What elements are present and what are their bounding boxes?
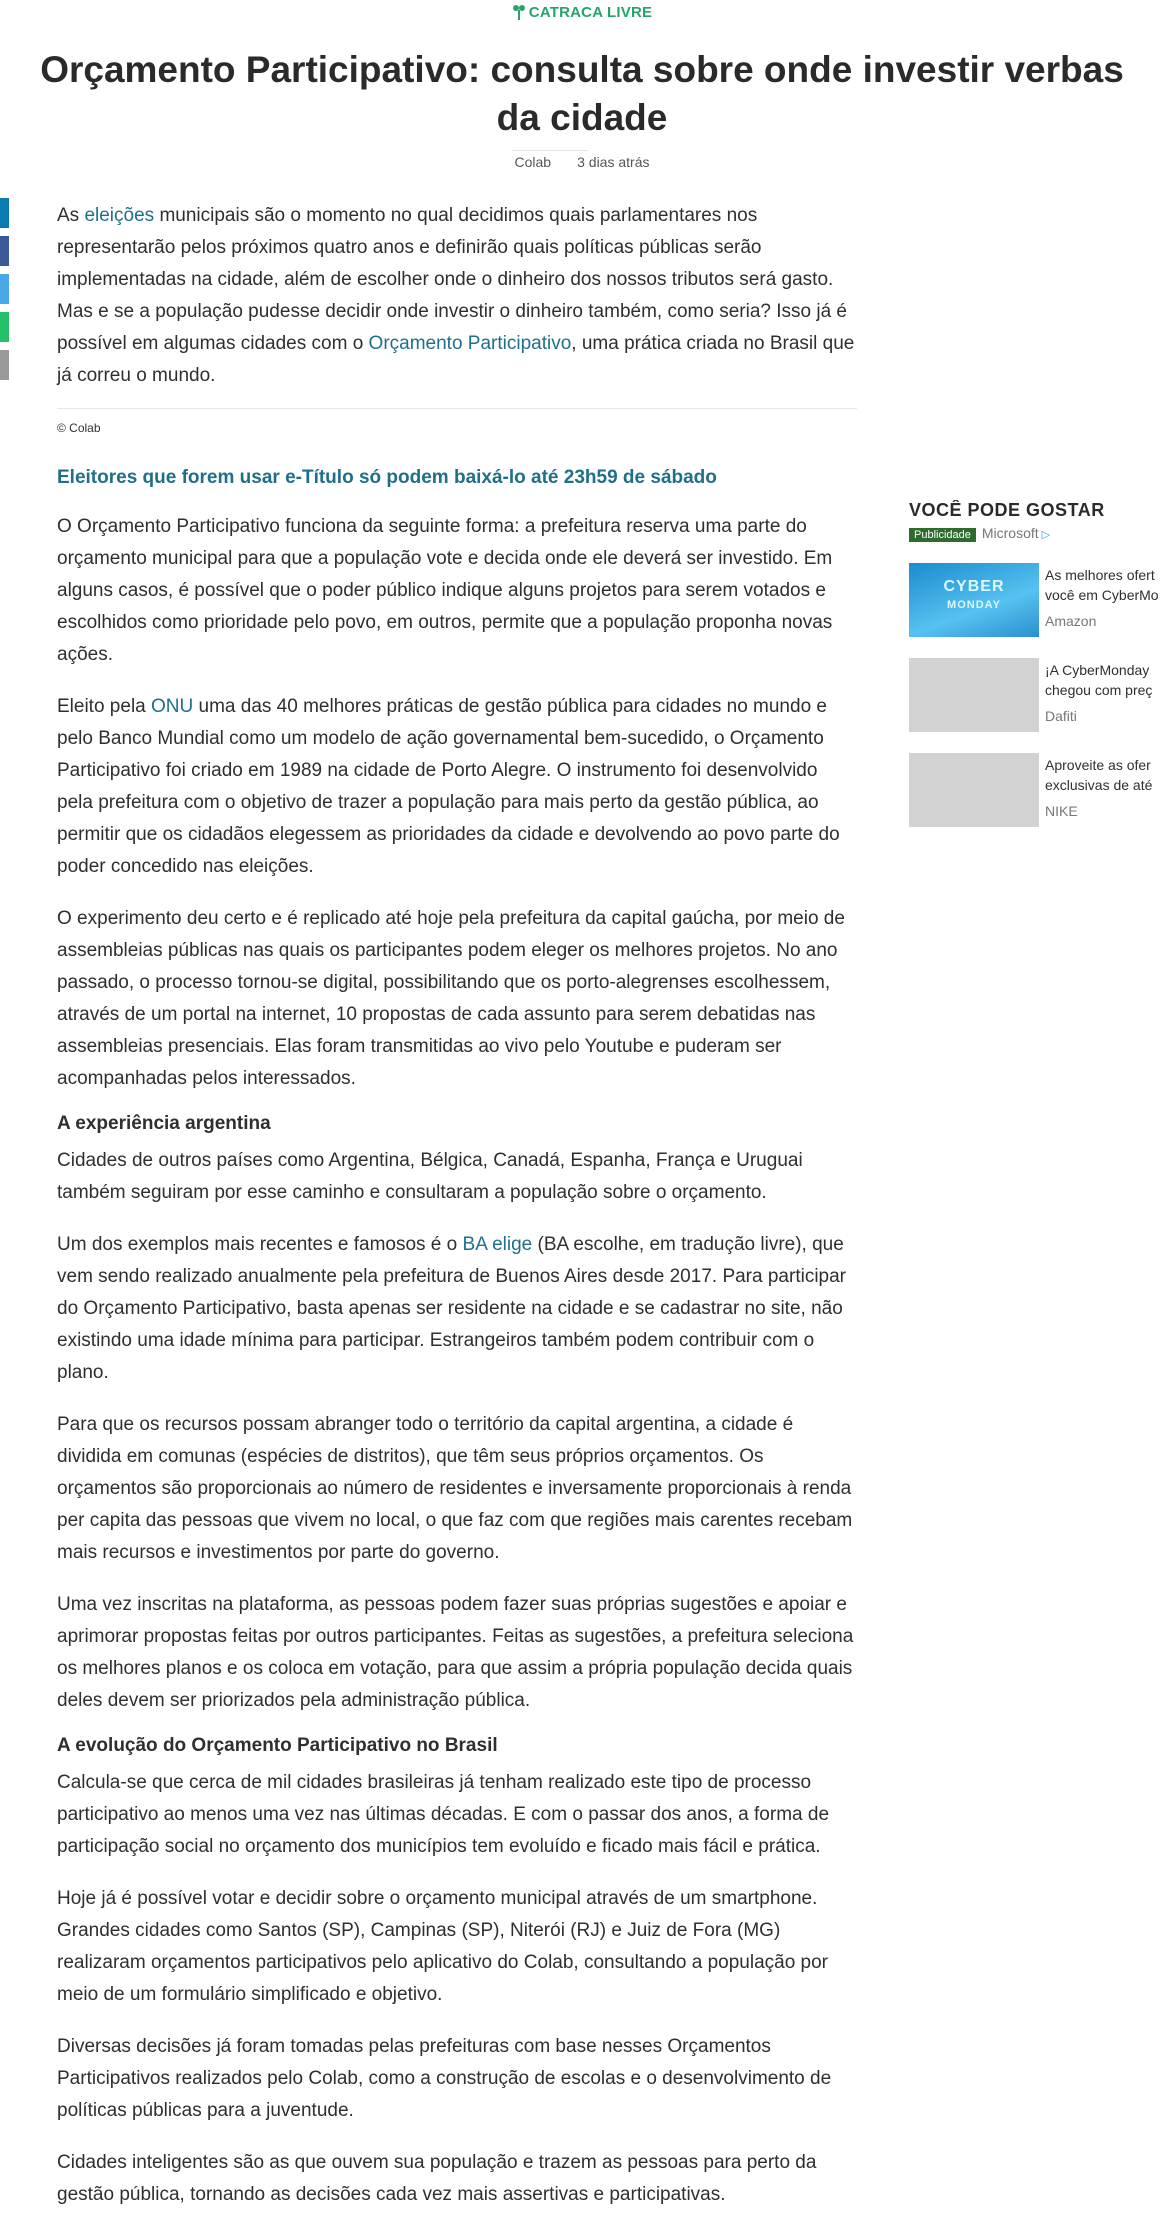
twitter-share-icon[interactable]	[0, 274, 9, 304]
link-eleicoes[interactable]: eleições	[84, 205, 155, 226]
adchoices-icon[interactable]: ▷	[1041, 529, 1051, 541]
recommendation-card[interactable]	[909, 563, 1164, 637]
card-thumbnail	[909, 658, 1039, 732]
card-thumbnail	[909, 753, 1039, 827]
author-name[interactable]: Colab	[514, 154, 552, 170]
catraca-logo-icon	[512, 4, 526, 20]
card-thumbnail: CYBER MONDAY	[909, 563, 1039, 637]
link-orcamento-participativo[interactable]: Orçamento Participativo	[368, 333, 572, 354]
section-heading-brasil: A evolução do Orçamento Participativo no Brasil	[57, 1735, 498, 1756]
article-body	[57, 200, 857, 2211]
link-onu[interactable]: ONU	[151, 696, 194, 717]
image-credit: © Colab	[57, 421, 101, 435]
recommendations-sidebar	[909, 500, 1164, 827]
sponsor-line	[909, 525, 1164, 542]
recommendation-card[interactable]	[909, 753, 1164, 827]
site-logo[interactable]	[0, 4, 1164, 21]
paragraph: Eleito pela ONU uma das 40 melhores práticas de gestão pública para cidades no mundo e pelo Banco Mundial como um modelo de ação governamental bem-sucedido, o Orçamento Participativo foi criado em 1989 na cidade de Porto Alegre. O instrumento foi desenvolvido pela prefeitura com o objetivo de trazer a população para mais perto da gestão pública, ao permitir que os cidadãos elegessem as prioridades da cidade e devolvendo ao povo parte do poder concedido nas eleições.	[57, 696, 840, 877]
paragraph: Para que os recursos possam abranger todo o território da capital argentina, a cidade é dividida em comunas (espécies de distritos), que têm seus próprios orçamentos. Os orçamentos são proporcionais ao número de residentes e inversamente proporcionais à renda per capita das pessoas que vivem no local, o que faz com que regiões mais carentes recebam mais recursos e investimentos por parte do governo.	[57, 1414, 853, 1563]
article-meta	[0, 154, 1164, 170]
recommendation-card[interactable]	[909, 658, 1164, 732]
linkedin-share-icon[interactable]	[0, 198, 9, 228]
paragraph: Hoje já é possível votar e decidir sobre o orçamento municipal através de um smartphone. Grandes cidades como Santos (SP), Campinas (SP), Niterói (RJ) e Juiz de Fora (MG) realizaram orçamentos participativos pelo aplicativo do Colab, consultando a população por meio de um formulário simplificado e objetivo.	[57, 1888, 829, 2005]
card-title: Aproveite as ofer exclusivas de até	[1045, 757, 1153, 793]
card-source: Amazon	[1045, 613, 1097, 629]
paragraph: O Orçamento Participativo funciona da seguinte forma: a prefeitura reserva uma parte do orçamento municipal para que a população vote e decida onde ele deverá ser investido. Em alguns casos, é possível que o poder público indique alguns projetos para serem votados e escolhidos como prioridade pelo povo, em outros, permite que a população proponha novas ações.	[57, 516, 833, 665]
card-title: As melhores ofert você em CyberMo	[1045, 567, 1159, 603]
link-ba-elige[interactable]: BA elige	[462, 1234, 533, 1255]
publish-date: 3 dias atrás	[577, 154, 650, 170]
card-source: NIKE	[1045, 803, 1078, 819]
paragraph: Cidades inteligentes são as que ouvem sua população e trazem as pessoas para perto da gestão pública, tornando as decisões cada vez mais assertivas e participativas.	[57, 2152, 817, 2205]
ad-badge: Publicidade	[909, 528, 976, 542]
section-heading-argentina: A experiência argentina	[57, 1113, 271, 1134]
intro-paragraph: As eleições municipais são o momento no qual decidimos quais parlamentares nos representarão pelos próximos quatro anos e definirão quais políticas públicas serão implementadas na cidade, além de escolher onde o dinheiro dos nossos tributos será gasto. Mas e se a população pudesse decidir onde investir o dinheiro também, como seria? Isso já é possível em algumas cidades com o Orçamento Participativo, uma prática criada no Brasil que já correu o mundo.	[57, 205, 855, 386]
facebook-share-icon[interactable]	[0, 236, 9, 266]
paragraph: Diversas decisões já foram tomadas pelas prefeituras com base nesses Orçamentos Participativos realizados pelo Colab, como a construção de escolas e o desenvolvimento de políticas públicas para a juventude.	[57, 2036, 832, 2121]
email-share-icon[interactable]	[0, 350, 9, 380]
article-title: Orçamento Participativo: consulta sobre onde investir verbas da cidade	[40, 49, 1124, 138]
card-title: ¡A CyberMonday chegou com preç	[1045, 662, 1153, 698]
sidebar-heading: VOCÊ PODE GOSTAR	[909, 500, 1105, 520]
paragraph: Um dos exemplos mais recentes e famosos é o BA elige (BA escolhe, em tradução livre), que vem sendo realizado anualmente pela prefeitura de Buenos Aires desde 2017. Para participar do Orçamento Participativo, basta apenas ser residente na cidade e se cadastrar no site, não existindo uma idade mínima para participar. Estrangeiros também podem contribuir com o plano.	[57, 1234, 847, 1383]
paragraph: O experimento deu certo e é replicado até hoje pela prefeitura da capital gaúcha, por meio de assembleias públicas nas quais os participantes podem eleger os melhores projetos. No ano passado, o processo tornou-se digital, possibilitando que os porto-alegrenses escolhessem, através de um portal na internet, 10 propostas de cada assunto para serem debatidas nas assembleias presenciais. Elas foram transmitidas ao vivo pelo Youtube e puderam ser acompanhadas pelos interessados.	[57, 908, 845, 1089]
card-source: Dafiti	[1045, 708, 1077, 724]
meta-divider	[512, 150, 588, 151]
related-article-link[interactable]: Eleitores que forem usar e-Título só podem baixá-lo até 23h59 de sábado	[57, 467, 717, 488]
sponsor-name: Microsoft	[981, 525, 1039, 541]
whatsapp-share-icon[interactable]	[0, 312, 9, 342]
site-logo-text: CATRACA LIVRE	[528, 4, 653, 21]
paragraph: Cidades de outros países como Argentina, Bélgica, Canadá, Espanha, França e Uruguai também seguiram por esse caminho e consultaram a população sobre o orçamento.	[57, 1150, 803, 1203]
paragraph: Uma vez inscritas na plataforma, as pessoas podem fazer suas próprias sugestões e apoiar e aprimorar propostas feitas por outros participantes. Feitas as sugestões, a prefeitura seleciona os melhores planos e os coloca em votação, para que assim a própria população decida quais deles devem ser priorizados pela administração pública.	[57, 1594, 854, 1711]
image-divider	[57, 408, 857, 409]
paragraph: Calcula-se que cerca de mil cidades brasileiras já tenham realizado este tipo de processo participativo ao menos uma vez nas últimas décadas. E com o passar dos anos, a forma de participação social no orçamento dos municípios tem evoluído e ficado mais fácil e prática.	[57, 1772, 830, 1857]
